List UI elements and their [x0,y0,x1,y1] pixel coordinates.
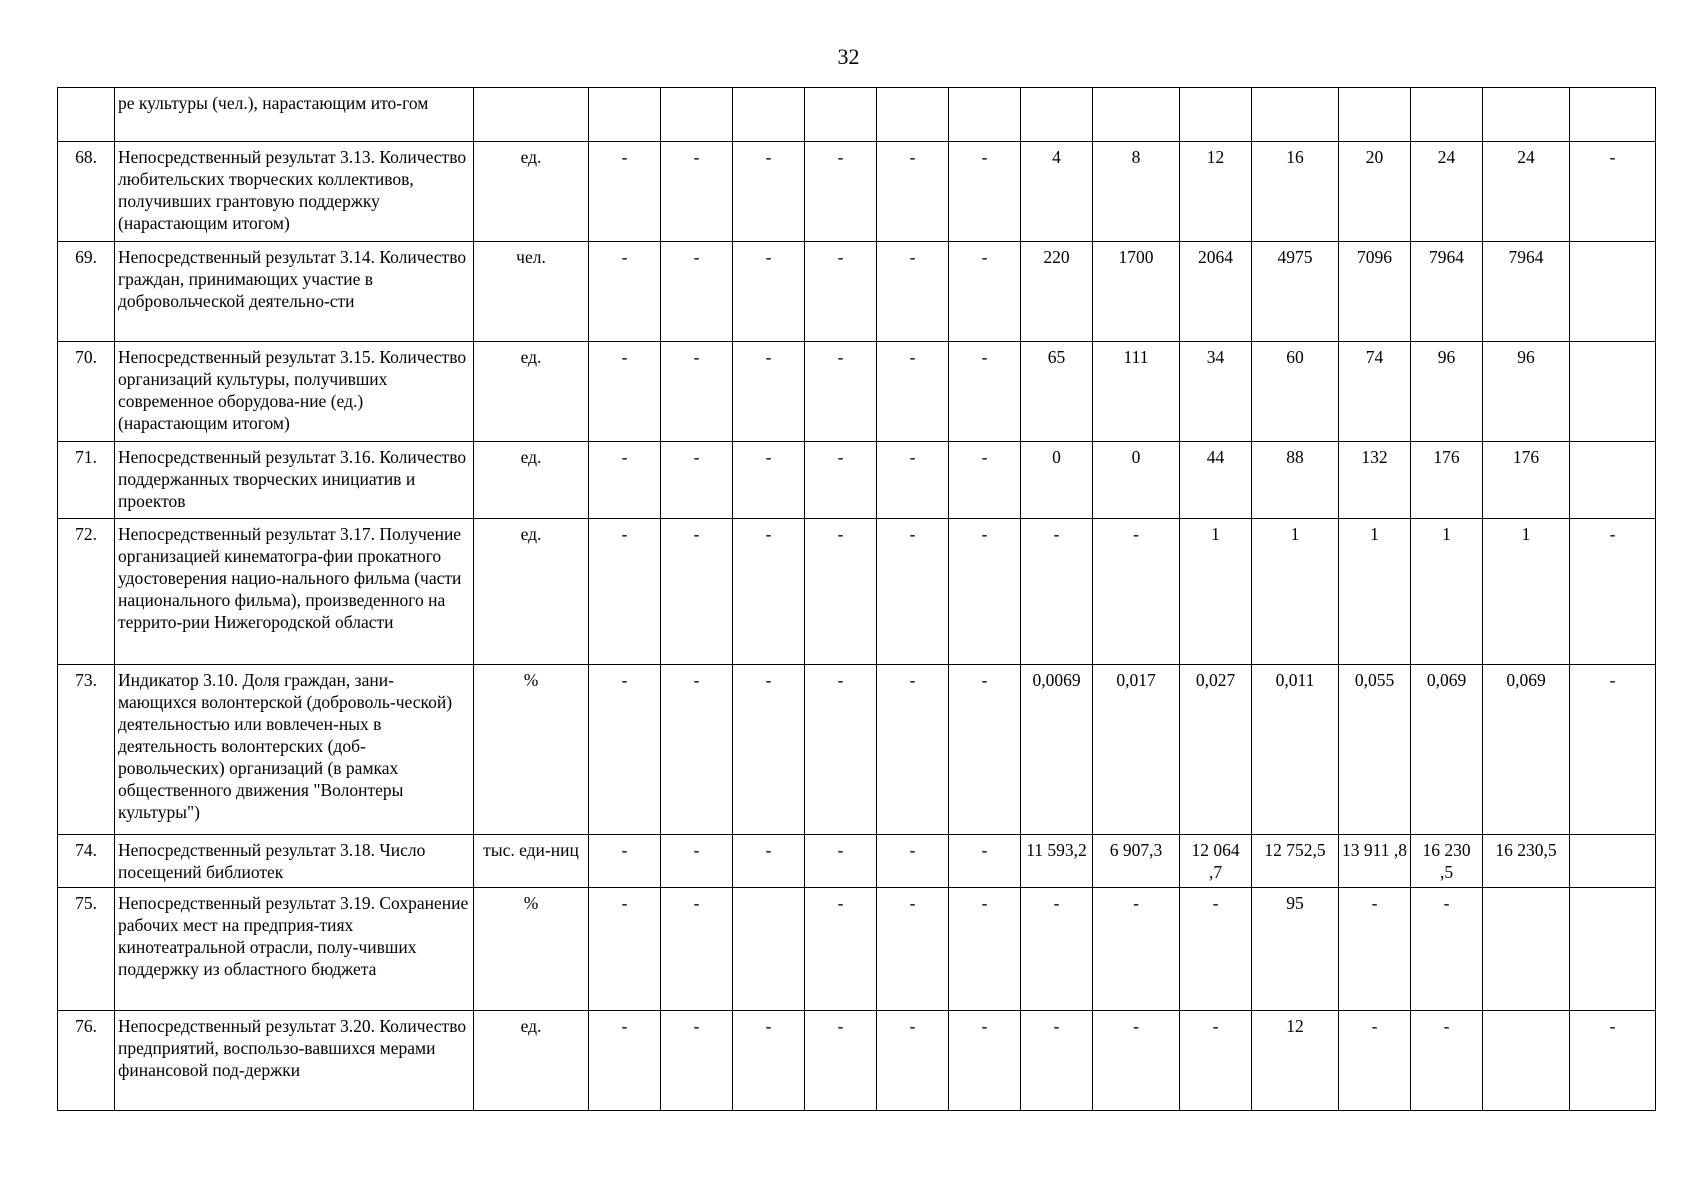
value-cell: 6 907,3 [1093,835,1180,888]
indicator-name: Индикатор 3.10. Доля граждан, зани-мающихся волонтерской (доброволь-ческой) деятельностью или вовлечен-ных в деятельность волонтерских (доб-ровольческих) организаций (в рамках общественного движения "Волонтеры культуры") [115,665,474,835]
indicator-name: Непосредственный результат 3.18. Число посещений библиотек [115,835,474,888]
value-cell: 20 [1339,142,1411,242]
value-cell: - [589,835,661,888]
value-cell: - [805,242,877,342]
value-cell: 96 [1411,342,1483,442]
table-row [58,342,1656,442]
value-cell: 60 [1252,342,1339,442]
value-cell: 16 [1252,142,1339,242]
value-cell: - [877,142,949,242]
value-cell: - [733,835,805,888]
value-cell: - [1021,888,1093,1011]
value-cell: - [1570,519,1656,665]
value-cell: 0,069 [1411,665,1483,835]
indicator-name: Непосредственный результат 3.20. Количество предприятий, воспользо-вавшихся мерами финансовой под-держки [115,1011,474,1111]
value-cell: - [949,835,1021,888]
value-cell: 1 [1339,519,1411,665]
value-cell: - [949,442,1021,519]
table-row [58,519,1656,665]
value-cell: - [1093,1011,1180,1111]
value-cell: - [877,665,949,835]
value-cell: 1 [1180,519,1252,665]
value-cell: - [805,142,877,242]
value-cell: - [589,1011,661,1111]
value-cell: 16 230 ,5 [1411,835,1483,888]
value-cell: 74 [1339,342,1411,442]
value-cell: 1700 [1093,242,1180,342]
row-number [58,88,115,142]
indicator-name: Непосредственный результат 3.15. Количество организаций культуры, получивших современное оборудова-ние (ед.) (нарастающим итогом) [115,342,474,442]
value-cell [1483,1011,1570,1111]
table-row [58,835,1656,888]
value-cell: 176 [1483,442,1570,519]
value-cell: - [877,1011,949,1111]
value-cell [1483,888,1570,1011]
value-cell: 0 [1021,442,1093,519]
value-cell: - [661,519,733,665]
value-cell: 12 064 ,7 [1180,835,1252,888]
value-cell: 1 [1411,519,1483,665]
value-cell: - [805,665,877,835]
value-cell [1570,442,1656,519]
value-cell [949,88,1021,142]
value-cell: 44 [1180,442,1252,519]
row-number: 70. [58,342,115,442]
value-cell: - [733,665,805,835]
value-cell: - [589,342,661,442]
value-cell: - [733,1011,805,1111]
value-cell: - [733,242,805,342]
row-number: 69. [58,242,115,342]
table-row [58,242,1656,342]
unit-cell [474,88,589,142]
value-cell: 0,017 [1093,665,1180,835]
value-cell: 88 [1252,442,1339,519]
unit-cell: тыс. еди-ниц [474,835,589,888]
unit-cell: чел. [474,242,589,342]
indicator-name: Непосредственный результат 3.16. Количество поддержанных творческих инициатив и проектов [115,442,474,519]
table-row [58,665,1656,835]
table-row [58,888,1656,1011]
value-cell: 8 [1093,142,1180,242]
indicators-table [57,87,1656,1111]
unit-cell: ед. [474,442,589,519]
value-cell: - [805,442,877,519]
value-cell: - [661,835,733,888]
value-cell: - [805,888,877,1011]
indicator-name: ре культуры (чел.), нарастающим ито-гом [115,88,474,142]
value-cell [1021,88,1093,142]
row-number: 71. [58,442,115,519]
row-number: 76. [58,1011,115,1111]
value-cell: 0,0069 [1021,665,1093,835]
value-cell [1180,88,1252,142]
value-cell: - [661,888,733,1011]
value-cell: - [1339,1011,1411,1111]
table-row [58,1011,1656,1111]
row-number: 74. [58,835,115,888]
value-cell: - [733,342,805,442]
value-cell: 65 [1021,342,1093,442]
value-cell: 7964 [1411,242,1483,342]
value-cell: - [589,665,661,835]
row-number: 73. [58,665,115,835]
value-cell [805,88,877,142]
indicator-name: Непосредственный результат 3.13. Количество любительских творческих коллективов, получивших грантовую поддержку (нарастающим итогом) [115,142,474,242]
value-cell [733,88,805,142]
value-cell: - [805,1011,877,1111]
value-cell: 1 [1483,519,1570,665]
value-cell: - [877,442,949,519]
value-cell: - [1570,142,1656,242]
value-cell: 7964 [1483,242,1570,342]
value-cell: - [877,835,949,888]
indicator-name: Непосредственный результат 3.14. Количество граждан, принимающих участие в добровольческой деятельно-сти [115,242,474,342]
value-cell: 0,011 [1252,665,1339,835]
value-cell: - [805,519,877,665]
value-cell: - [1093,888,1180,1011]
value-cell: 111 [1093,342,1180,442]
value-cell: - [877,888,949,1011]
value-cell [661,88,733,142]
value-cell [1483,88,1570,142]
unit-cell: % [474,665,589,835]
value-cell: 4975 [1252,242,1339,342]
unit-cell: ед. [474,519,589,665]
unit-cell: ед. [474,342,589,442]
value-cell: - [661,665,733,835]
value-cell: - [949,1011,1021,1111]
value-cell: - [1021,1011,1093,1111]
value-cell [1570,342,1656,442]
value-cell: - [733,519,805,665]
value-cell: - [949,665,1021,835]
value-cell: 0,027 [1180,665,1252,835]
value-cell [1093,88,1180,142]
value-cell: - [589,888,661,1011]
value-cell: - [589,519,661,665]
value-cell: - [1411,888,1483,1011]
value-cell: - [1570,1011,1656,1111]
value-cell: 0,069 [1483,665,1570,835]
value-cell [1252,88,1339,142]
value-cell: 176 [1411,442,1483,519]
value-cell: - [589,142,661,242]
value-cell: - [949,888,1021,1011]
row-number: 72. [58,519,115,665]
value-cell: - [661,442,733,519]
value-cell [1570,242,1656,342]
value-cell: 12 752,5 [1252,835,1339,888]
indicator-name: Непосредственный результат 3.19. Сохранение рабочих мест на предприя-тиях кинотеатральной отрасли, полу-чивших поддержку из областного бюджета [115,888,474,1011]
value-cell: - [949,142,1021,242]
value-cell: 220 [1021,242,1093,342]
value-cell [589,88,661,142]
value-cell: 12 [1180,142,1252,242]
value-cell: - [661,242,733,342]
value-cell: - [1339,888,1411,1011]
value-cell: - [1411,1011,1483,1111]
value-cell [877,88,949,142]
value-cell: 4 [1021,142,1093,242]
value-cell [1570,835,1656,888]
value-cell: - [589,442,661,519]
value-cell: 24 [1411,142,1483,242]
value-cell: - [1570,665,1656,835]
table-row [58,88,1656,142]
value-cell: 11 593,2 [1021,835,1093,888]
value-cell: 34 [1180,342,1252,442]
value-cell: 96 [1483,342,1570,442]
row-number: 75. [58,888,115,1011]
value-cell: - [661,142,733,242]
indicator-name: Непосредственный результат 3.17. Получение организацией кинематогра-фии прокатного удостоверения нацио-нального фильма (части национального фильма), произведенного на террито-рии Нижегородской области [115,519,474,665]
value-cell: - [949,519,1021,665]
value-cell: - [661,342,733,442]
value-cell: 1 [1252,519,1339,665]
value-cell: - [661,1011,733,1111]
unit-cell: ед. [474,142,589,242]
value-cell: 12 [1252,1011,1339,1111]
value-cell: 0 [1093,442,1180,519]
value-cell: 0,055 [1339,665,1411,835]
value-cell: 13 911 ,8 [1339,835,1411,888]
value-cell: 95 [1252,888,1339,1011]
value-cell: - [1180,1011,1252,1111]
value-cell [1339,88,1411,142]
value-cell: - [805,835,877,888]
value-cell: - [877,342,949,442]
value-cell: 132 [1339,442,1411,519]
unit-cell: % [474,888,589,1011]
value-cell: - [949,242,1021,342]
value-cell: - [877,242,949,342]
value-cell [1570,88,1656,142]
value-cell: - [949,342,1021,442]
value-cell [1570,888,1656,1011]
unit-cell: ед. [474,1011,589,1111]
table-body [58,88,1656,1111]
value-cell: - [733,142,805,242]
value-cell: - [589,242,661,342]
value-cell: - [1021,519,1093,665]
value-cell: - [1093,519,1180,665]
table-row [58,142,1656,242]
table-row [58,442,1656,519]
value-cell: 24 [1483,142,1570,242]
value-cell: 2064 [1180,242,1252,342]
value-cell: 7096 [1339,242,1411,342]
value-cell: - [733,442,805,519]
value-cell: - [805,342,877,442]
value-cell: - [1180,888,1252,1011]
value-cell [1411,88,1483,142]
value-cell: 16 230,5 [1483,835,1570,888]
value-cell [733,888,805,1011]
row-number: 68. [58,142,115,242]
value-cell: - [877,519,949,665]
page-number: 32 [837,44,860,69]
